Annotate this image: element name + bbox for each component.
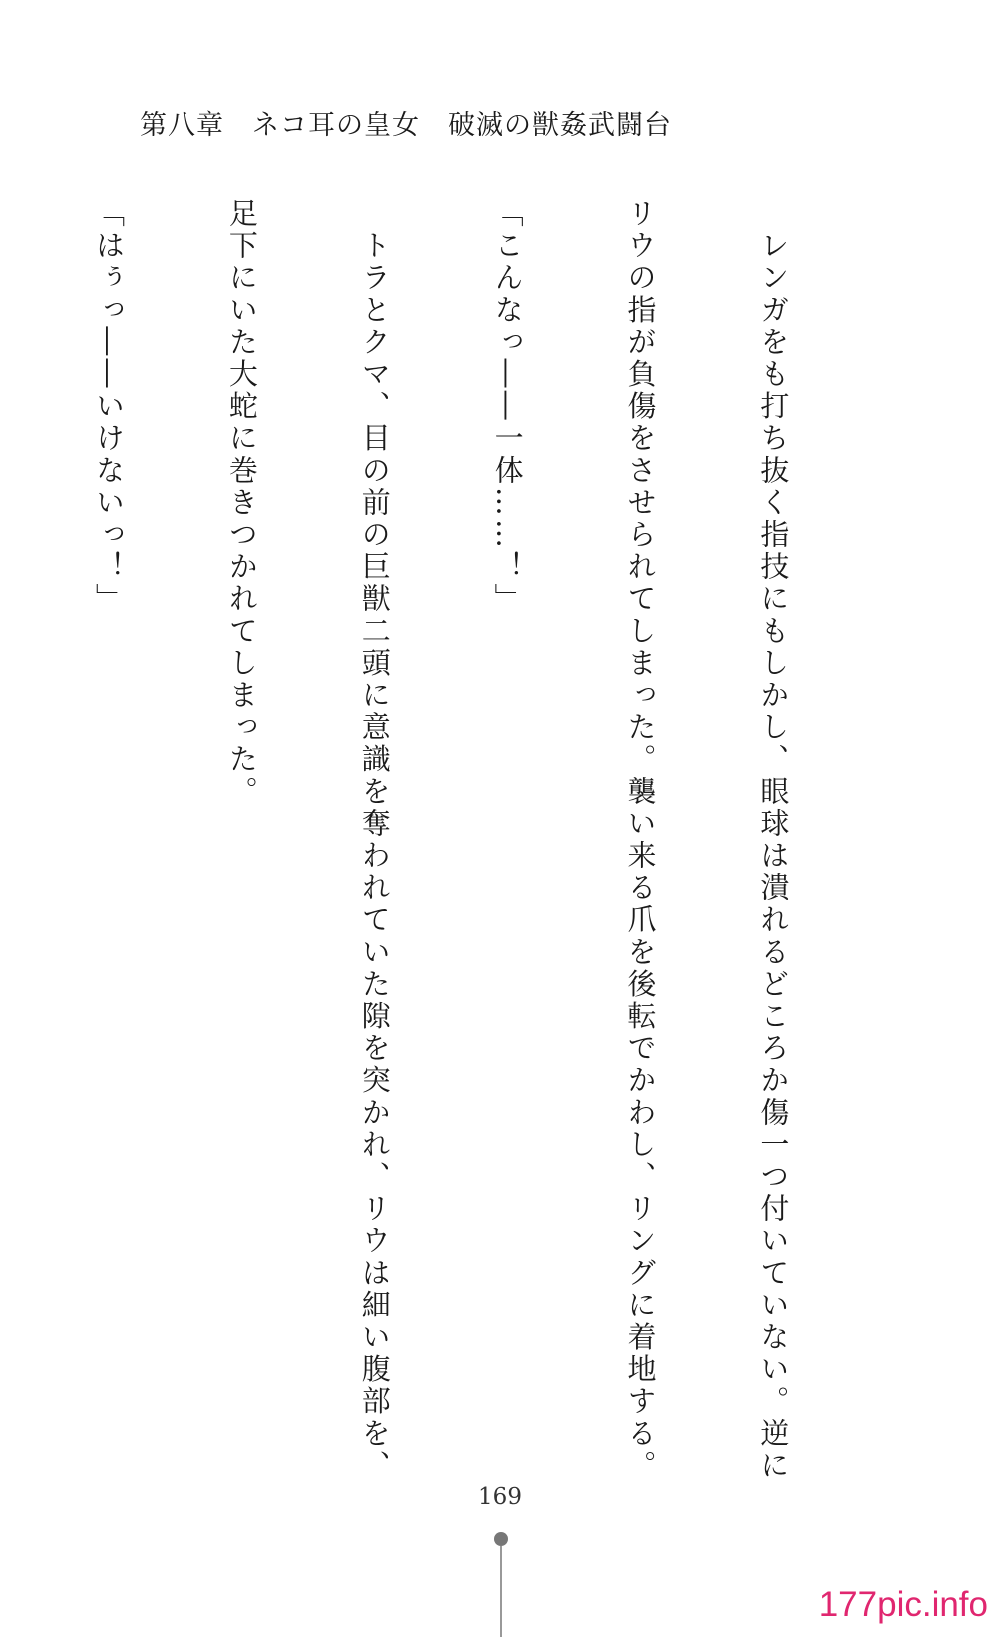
page-number: 169: [478, 1484, 522, 1510]
text-line: 足下にいた大蛇に巻きつかれてしまった。: [224, 198, 259, 808]
watermark: 177pic.info: [818, 1585, 988, 1624]
text-line: リウの指が負傷をさせられてしまった。襲い来る爪を後転でかわし、リングに着地する。: [623, 198, 658, 1482]
text-line: レンガをも打ち抜く指技にもしかし、眼球は潰れるどころか傷一つ付いていない。逆に: [756, 198, 791, 1482]
text-line: 「こんなっ――一体……！」: [490, 198, 525, 616]
page-marker-line: [500, 1546, 502, 1637]
running-head: 第八章 ネコ耳の皇女 破滅の獣姦武闘台: [140, 110, 672, 141]
body-text: [91, 198, 884, 1482]
text-line: 「はぅっ――いけないっ！」: [91, 198, 126, 616]
text-line: トラとクマ、目の前の巨獣二頭に意識を奪われていた隙を突かれ、リウは細い腹部を、: [357, 198, 392, 1482]
page-marker-dot: [494, 1532, 508, 1546]
